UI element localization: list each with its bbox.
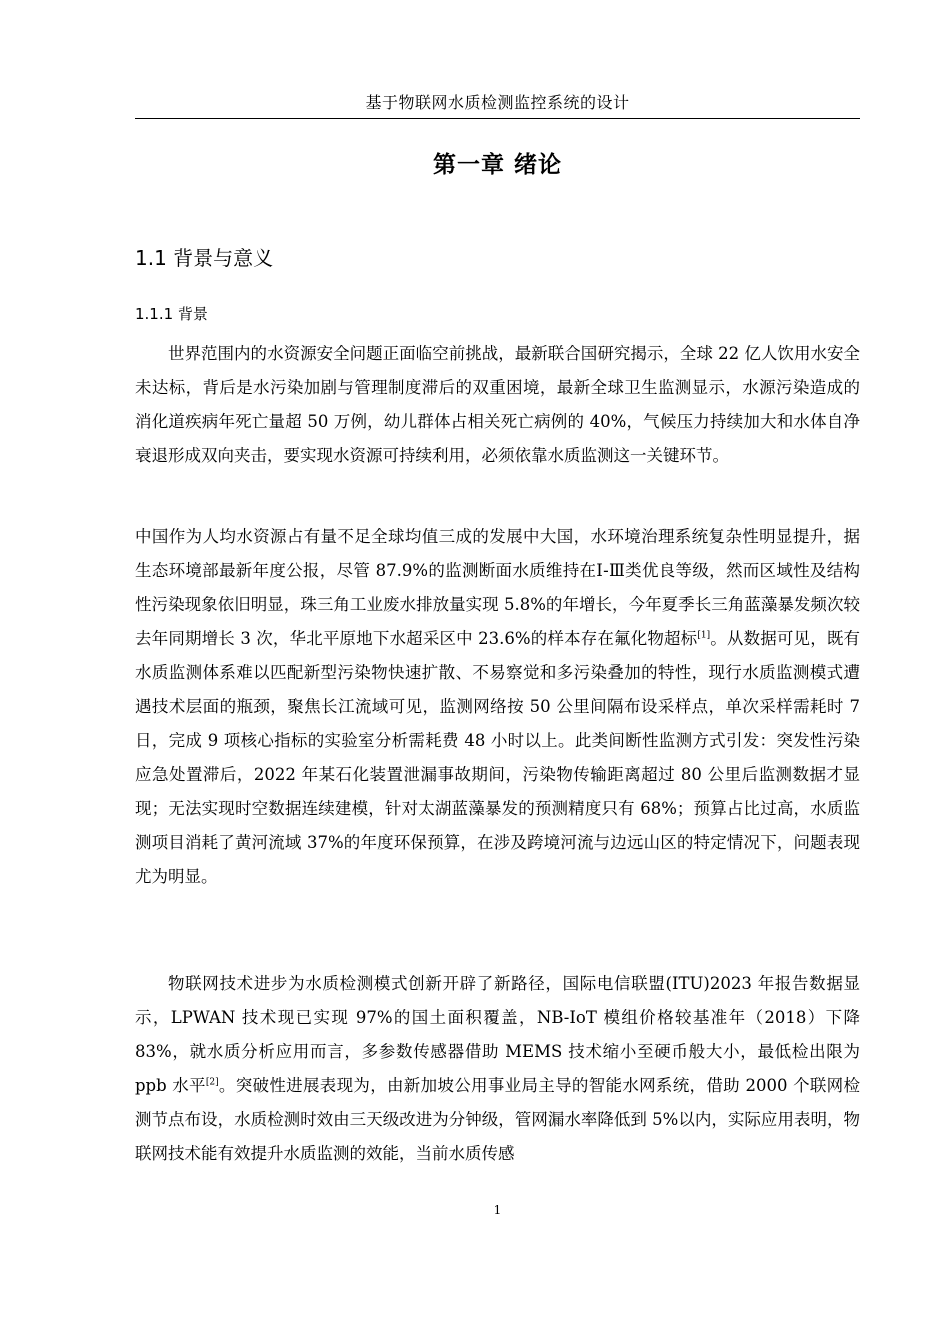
- paragraph-3-text-b: 。突破性进展表现为，由新加坡公用事业局主导的智能水网系统，借助 2000 个联网检测节点布设，水质检测时效由三天级改进为分钟级，管网漏水率降低到 5%以内，实际应用表明，物联网技术能有效提升水质监测的效能，当前水质传感: [135, 1076, 860, 1163]
- paragraph-2-text-b: 。从数据可见，既有水质监测体系难以匹配新型污染物快速扩散、不易察觉和多污染叠加的特性，现行水质监测模式遭遇技术层面的瓶颈，聚焦长江流域可见，监测网络按 50 公里间隔布设采样点，单次采样需耗时 7 日，完成 9 项核心指标的实验室分析需耗费 48 小时以上。此类间断性监测方式引发：突发性污染应急处置滞后，2022 年某石化装置泄漏事故期间，污染物传输距离超过 80 公里后监测数据才显现；无法实现时空数据连续建模，针对太湖蓝藻暴发的预测精度只有 68%；预算占比过高，水质监测项目消耗了黄河流域 37%的年度环保预算，在涉及跨境河流与边远山区的特定情况下，问题表现尤为明显。: [135, 629, 861, 886]
- paragraph-2-text-a: 中国作为人均水资源占有量不足全球均值三成的发展中大国，水环境治理系统复杂性明显提升，据生态环境部最新年度公报，尽管 87.9%的监测断面水质维持在Ⅰ-Ⅲ类优良等级，然而区域性及结构性污染现象依旧明显，珠三角工业废水排放量实现 5.8%的年增长，今年夏季长三角蓝藻暴发频次较去年同期增长 3 次，华北平原地下水超采区中 23.6%的样本存在氟化物超标: [135, 527, 860, 648]
- paragraph-1: 世界范围内的水资源安全问题正面临空前挑战，最新联合国研究揭示，全球 22 亿人饮用水安全未达标，背后是水污染加剧与管理制度滞后的双重困境，最新全球卫生监测显示，水源污染造成的消化道疾病年死亡量超 50 万例，幼儿群体占相关死亡病例的 40%，气候压力持续加大和水体自净衰退形成双向夹击，要实现水资源可持续利用，必须依靠水质监测这一关键环节。: [135, 344, 860, 465]
- subsection-title: 1.1.1 背景: [135, 305, 208, 323]
- running-header: 基于物联网水质检测监控系统的设计: [135, 90, 860, 119]
- paragraph-3: [135, 967, 860, 1171]
- page-number: 1: [493, 1203, 502, 1217]
- section-title: 1.1 背景与意义: [135, 246, 274, 270]
- citation-ref-2: [2]: [205, 1077, 219, 1088]
- chapter-title: 第一章 绪论: [432, 152, 562, 178]
- paragraph-2: [135, 520, 860, 894]
- citation-ref-1: [1]: [697, 630, 711, 641]
- paragraph-3-text-a: 物联网技术进步为水质检测模式创新开辟了新路径，国际电信联盟(ITU)2023 年报告数据显示，LPWAN 技术现已实现 97%的国土面积覆盖，NB-IoT 模组价格较基准年（2018）下降 83%，就水质分析应用而言，多参数传感器借助 MEMS 技术缩小至硬币般大小，最低检出限为 ppb 水平: [135, 974, 860, 1095]
